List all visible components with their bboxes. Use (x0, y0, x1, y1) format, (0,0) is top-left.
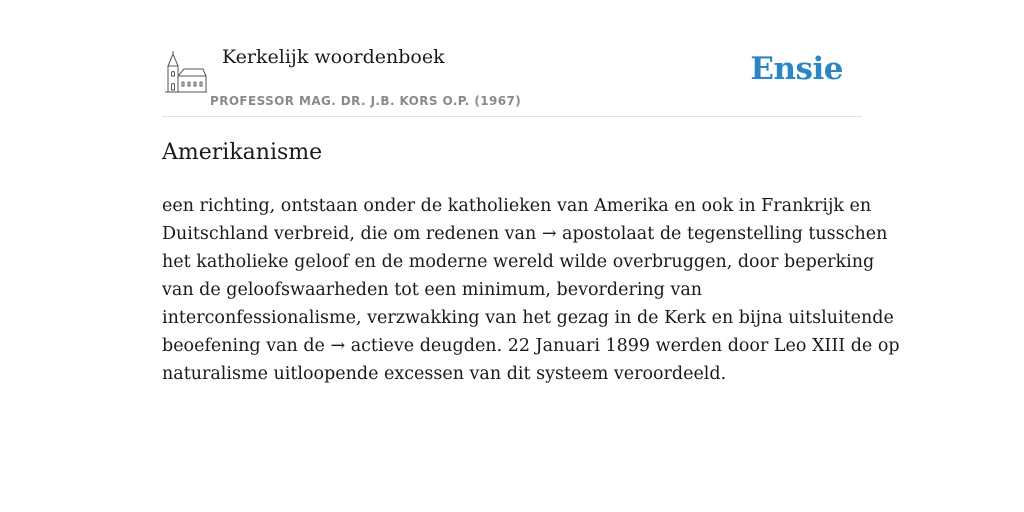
entry-text: een richting, ontstaan onder de katholieken van Amerika en ook in Frankrijk en (162, 196, 872, 216)
entry-line (162, 332, 900, 360)
ensie-logo[interactable]: Ensie (750, 51, 843, 87)
entry-line (162, 360, 862, 388)
actieve-deugden-link[interactable]: → actieve deugden (330, 336, 497, 356)
entry-text: . 22 Januari 1899 werden door Leo XIII de op (496, 336, 900, 356)
entry-line (162, 248, 875, 276)
entry-line (162, 304, 894, 332)
entry-text: van de geloofswaarheden tot een minimum, bevordering van (162, 280, 703, 300)
header (162, 38, 862, 117)
entry-text: het katholieke geloof en de moderne wereld wilde overbruggen, door beperking (162, 252, 875, 272)
author-line: PROFESSOR MAG. DR. J.B. KORS O.P. (1967) (210, 94, 522, 108)
entry-text: naturalisme uitloopende excessen van dit systeem veroordeeld. (162, 364, 727, 384)
entry-body (162, 192, 900, 388)
entry-line (162, 220, 888, 248)
apostolaat-link[interactable]: → apostolaat (541, 224, 655, 244)
entry-title: Amerikanisme (162, 140, 323, 165)
entry-line (162, 192, 872, 220)
entry-text: beoefening van de (162, 336, 331, 356)
entry-line (162, 276, 862, 304)
entry-text: interconfessionalisme, verzwakking van het gezag in de Kerk en bijna uitsluitende (162, 308, 894, 328)
entry-text: Duitschland verbreid, die om redenen van (162, 224, 542, 244)
entry-text: de tegenstelling tusschen (654, 224, 888, 244)
book-title[interactable]: Kerkelijk woordenboek (222, 46, 445, 68)
church-icon (165, 50, 207, 94)
